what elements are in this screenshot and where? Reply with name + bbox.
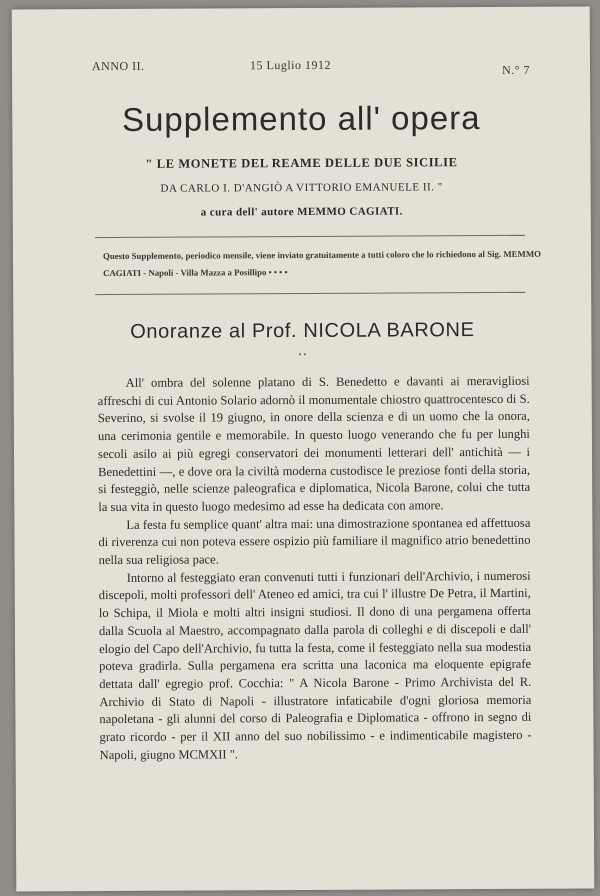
subtitle-line-3: a cura dell' autore MEMMO CAGIATI.	[200, 205, 403, 219]
document-page	[12, 6, 595, 891]
article-paragraph: Intorno al festeggiato eran convenuti tutti i funzionari dell'Archivio, i numerosi discepoli, molti professori dell' Ateneo ed amici, tra cui l' illustre De Petra, il Martini, lo Schipa, il Miola e molti altri insigni studiosi. Il dono di una pergamena offerta dalla Scuola al Maestro, accompagnato dalla parola di colleghi e di discepoli e dall' elogio del Capo dell'Archivio, fu tutta la festa, come il festeggiato nella sua modestia poteva gradirla. Sulla pergamena era scritta una laconica ma eloquente epigrafe dettata dall' egregio prof. Cocchia: " A Nicola Barone - Primo Archivista del R. Archivio di Stato di Napoli - illustratore infaticabile d'ogni gloriosa memoria napoletana - gli alunni del corso di Paleografia e Diplomatica - offrono in segno di grato ricordo - per il XII anno del suo nobilissimo - e indimenticabile magistero - Napoli, giugno MCMXII ".	[98, 568, 532, 762]
divider-top	[95, 235, 525, 238]
issue-number: N.° 7	[502, 62, 531, 77]
issue-date: 15 Luglio 1912	[249, 57, 332, 73]
publication-title: Supplemento all' opera	[121, 99, 481, 138]
article-paragraph: All' ombra del solenne platano di S. Benedetto e davanti ai meravigliosi affreschi di cui Antonio Solario adornò il monumentale chiostro quattrocentesco di S. Severino, si svolse il 19 giugno, in onore della scienza e di un uomo che la onora, una cerimonia gentile e memorabile. In questo luogo venerando che fu per lunghi secoli asilo ai più egregi conservatori dei monumenti letterari dell' antichità — i Benedettini —, e dove ora la civiltà moderna custodisce le preziose fonti della storia, si festeggiò, nelle scienze paleografica e diplomatica, Nicola Barone, colui che tutta la sua vita in questo luogo medesimo ad esse ha dedicata con amore.	[97, 373, 531, 514]
article-heading: Onoranze al Prof. NICOLA BARONE	[130, 319, 475, 343]
divider-bottom	[95, 292, 525, 295]
issue-year: ANNO II.	[91, 58, 145, 74]
article-body	[98, 373, 532, 765]
publication-notice: Questo Supplemento, periodico mensile, viene inviato gratuitamente a tutti coloro che lo richiedono al Sig. MEMMO CAGIATI - Napoli - Villa Mazza a Posillipo • • • •	[102, 248, 542, 279]
heading-ornament: • •	[298, 349, 307, 360]
subtitle-line-2: DA CARLO I. D'ANGIÒ A VITTORIO EMANUELE II. "	[160, 181, 443, 195]
article-paragraph: La festa fu semplice quant' altra mai: una dimostrazione spontanea ed affettuosa di riverenza cui non poteva essere ospizio più familiare il magnifico atrio benedettino nella sua religiosa pace.	[98, 515, 531, 568]
subtitle-line-1: " LE MONETE DEL REAME DELLE DUE SICILIE	[145, 155, 458, 171]
issue-info	[92, 57, 530, 79]
